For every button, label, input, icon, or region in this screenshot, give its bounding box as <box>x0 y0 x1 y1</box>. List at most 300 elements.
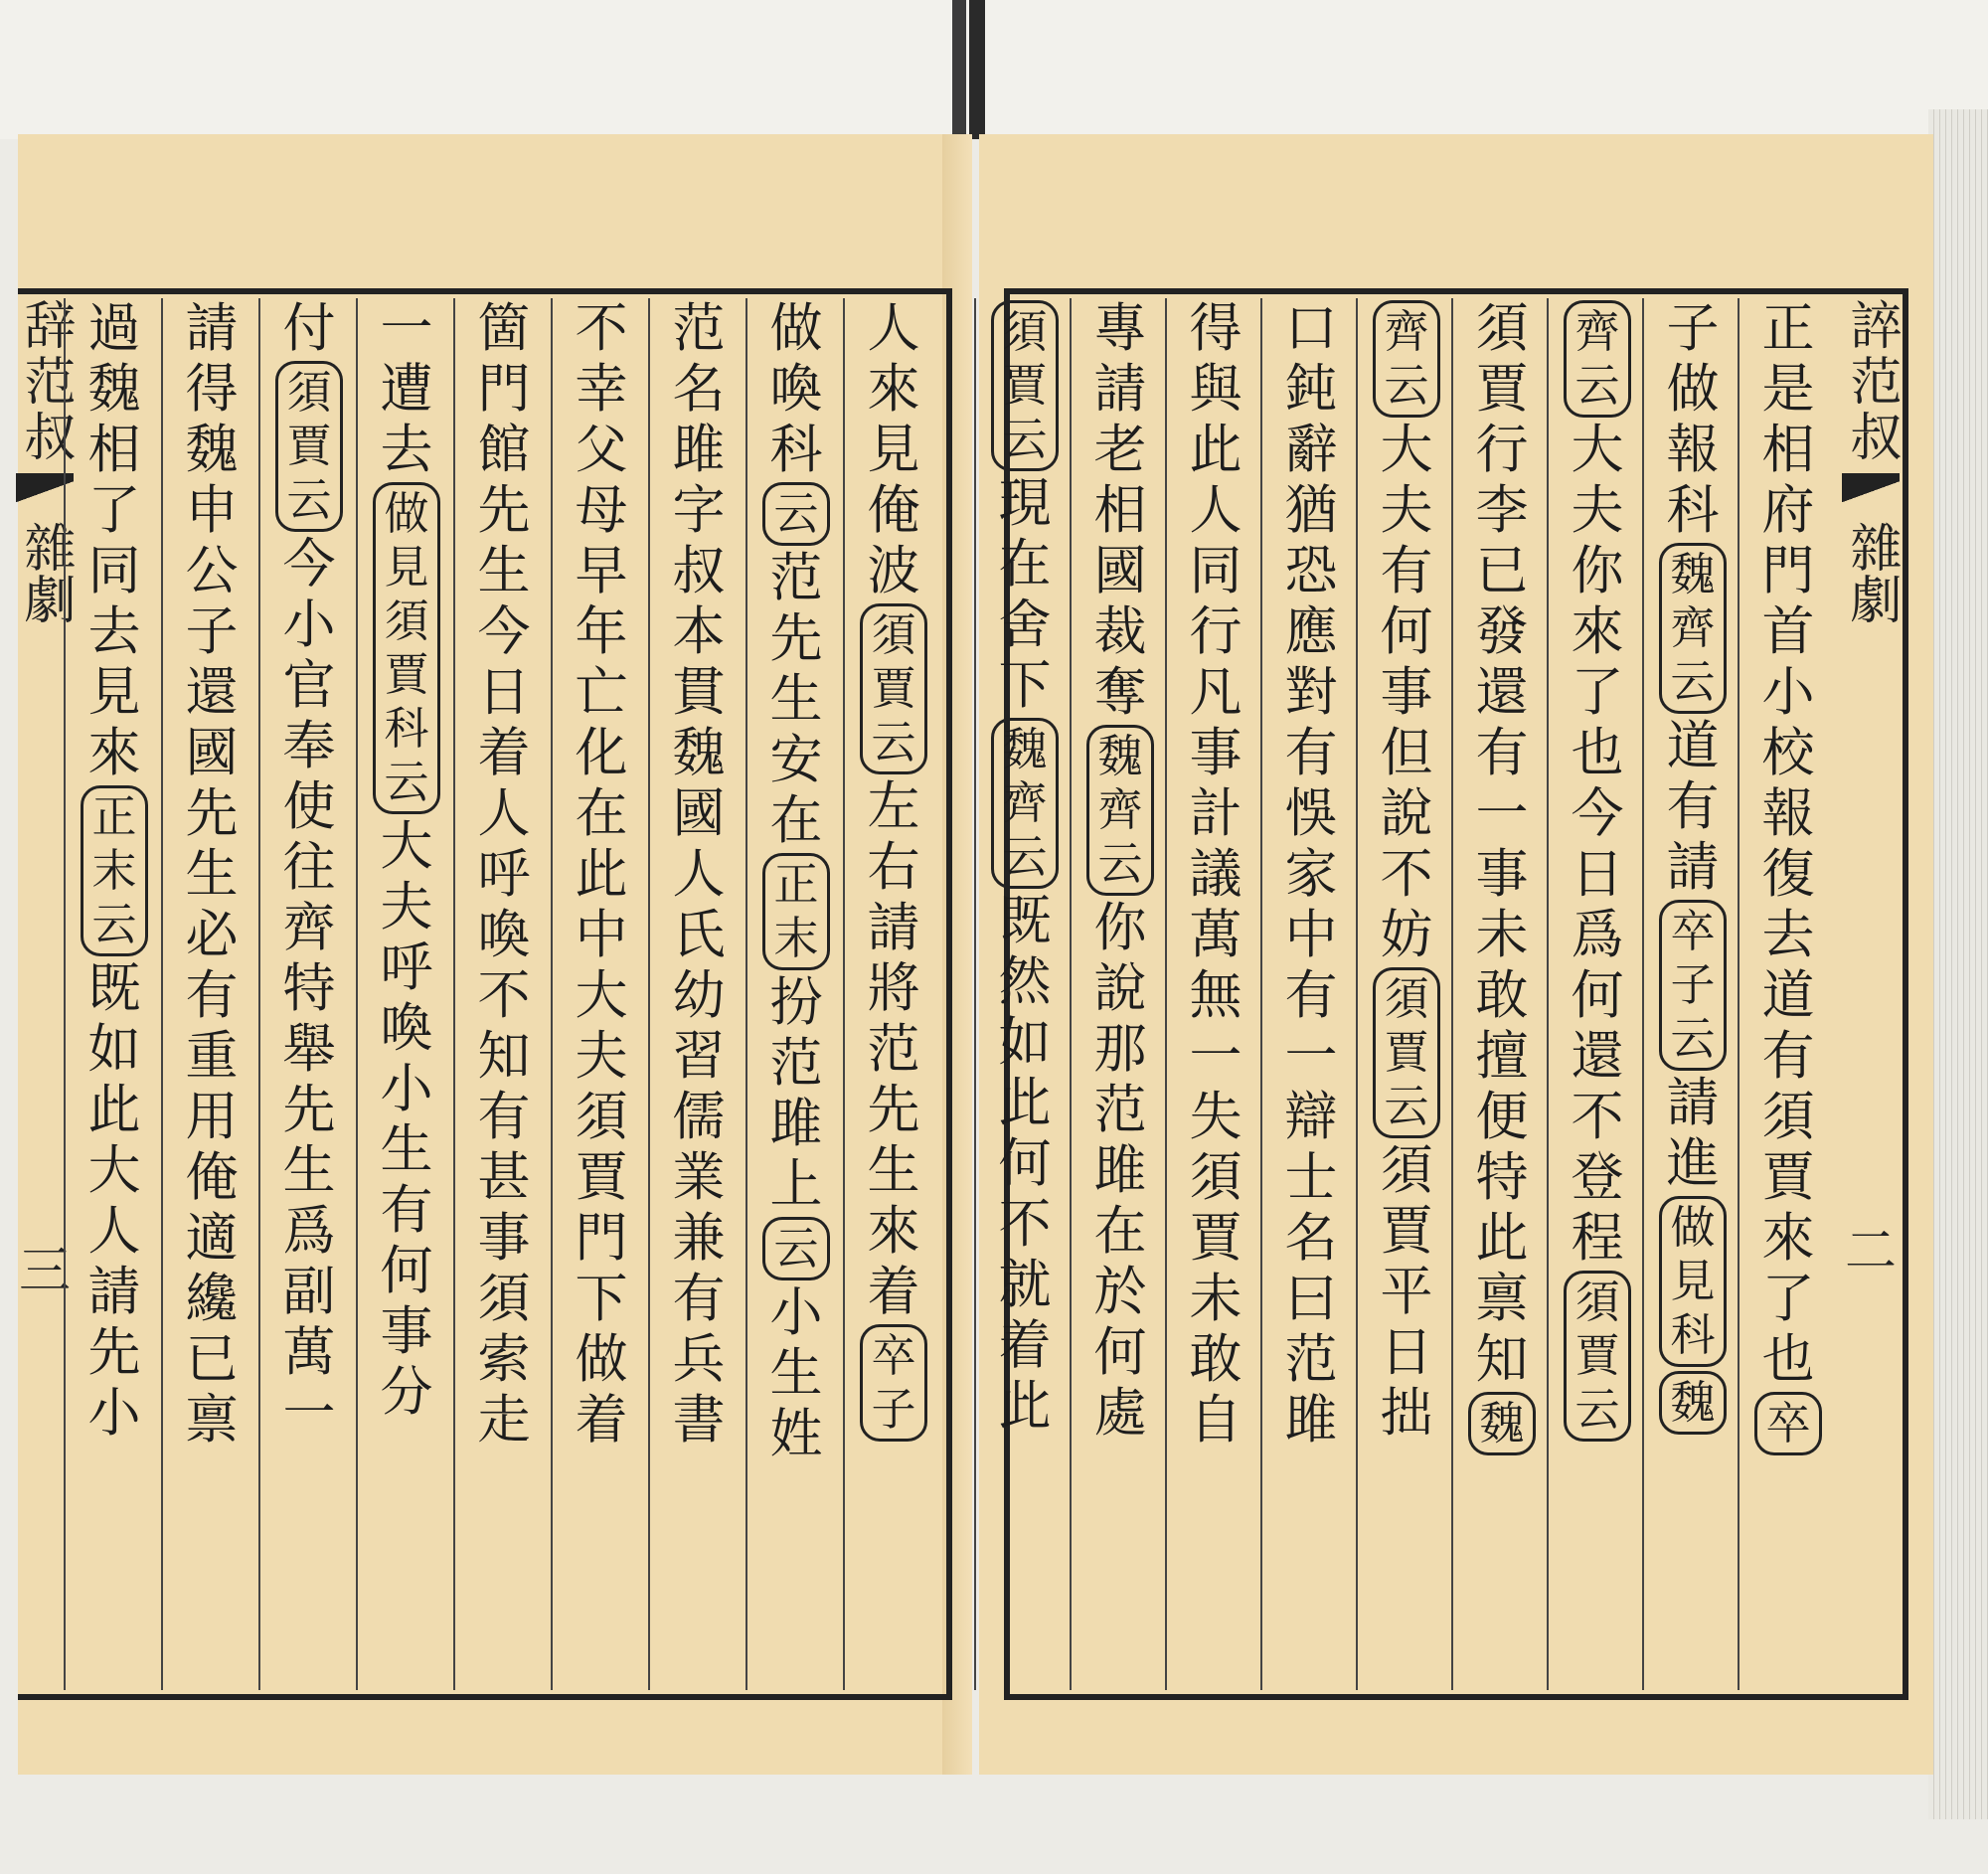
character: 早 <box>575 541 628 601</box>
character: 相 <box>1761 420 1815 480</box>
stage-direction-character: 末 <box>773 912 819 964</box>
character: 叔 <box>672 541 726 601</box>
text-column <box>1740 298 1837 1690</box>
character: 中 <box>575 905 628 965</box>
character: 着 <box>575 1390 628 1450</box>
character: 使 <box>282 776 336 837</box>
character: 先 <box>185 783 239 844</box>
character: 何 <box>1093 1322 1147 1383</box>
stage-direction-character: 云 <box>1670 655 1716 708</box>
stage-direction-character: 科 <box>384 702 429 755</box>
character: 大 <box>1380 420 1433 480</box>
character: 辯 <box>1284 1087 1338 1147</box>
character: 幸 <box>575 359 628 420</box>
character: 夫 <box>575 1026 628 1087</box>
stage-direction <box>1373 300 1440 418</box>
text-column <box>976 298 1074 1690</box>
character: 俺 <box>867 480 920 541</box>
character: 先 <box>769 608 823 669</box>
character: 須 <box>1380 1140 1433 1201</box>
character: 還 <box>1571 1026 1624 1087</box>
margin-title: 辞范叔 <box>15 298 75 465</box>
character: 還 <box>1475 662 1529 723</box>
stage-direction-character: 齊 <box>1574 305 1620 358</box>
character: 范 <box>769 1033 823 1094</box>
stage-direction <box>275 361 343 532</box>
character: 纔 <box>185 1269 239 1329</box>
character: 夫 <box>1571 480 1624 541</box>
character: 未 <box>1475 905 1529 965</box>
character: 齊 <box>282 898 336 958</box>
character: 禀 <box>1475 1269 1529 1329</box>
character: 也 <box>1571 723 1624 783</box>
character: 日 <box>1571 844 1624 905</box>
character: 了 <box>87 480 141 541</box>
left-margin-column <box>15 298 75 1302</box>
character: 去 <box>87 601 141 662</box>
character: 喚 <box>477 905 531 965</box>
character: 名 <box>1284 1208 1338 1269</box>
character: 分 <box>380 1362 433 1423</box>
character: 子 <box>1666 298 1720 359</box>
character: 行 <box>1475 420 1529 480</box>
character: 生 <box>769 669 823 730</box>
stage-direction-character: 做 <box>1670 1201 1716 1254</box>
character: 字 <box>672 480 726 541</box>
character: 名 <box>672 359 726 420</box>
character: 小 <box>87 1383 141 1444</box>
character: 今 <box>477 601 531 662</box>
character: 一 <box>282 1383 336 1444</box>
character: 舍 <box>998 595 1052 655</box>
character: 復 <box>1761 844 1815 905</box>
character: 得 <box>1189 298 1242 359</box>
character: 老 <box>1093 420 1147 480</box>
character: 習 <box>672 1026 726 1087</box>
character: 事 <box>1380 662 1433 723</box>
character: 處 <box>1093 1383 1147 1444</box>
character: 不 <box>1380 844 1433 905</box>
character: 人 <box>867 298 920 359</box>
text-column <box>1549 298 1646 1690</box>
character: 道 <box>1761 965 1815 1026</box>
stage-direction-character: 齊 <box>1002 776 1048 829</box>
character: 萬 <box>282 1322 336 1383</box>
character: 范 <box>1284 1329 1338 1390</box>
character: 科 <box>1666 480 1720 541</box>
character: 事 <box>380 1301 433 1362</box>
character: 雎 <box>672 420 726 480</box>
character: 小 <box>380 1059 433 1119</box>
character: 來 <box>1571 601 1624 662</box>
stage-direction-character: 賈 <box>1574 1329 1620 1382</box>
character: 須 <box>1761 1087 1815 1147</box>
character: 人 <box>477 783 531 844</box>
character: 專 <box>1093 298 1147 359</box>
character: 就 <box>998 1255 1052 1315</box>
character: 爲 <box>1571 905 1624 965</box>
character: 你 <box>1571 541 1624 601</box>
character: 未 <box>1189 1269 1242 1329</box>
character: 有 <box>1380 541 1433 601</box>
character: 官 <box>282 655 336 716</box>
character: 夫 <box>380 877 433 937</box>
character: 請 <box>87 1262 141 1322</box>
stage-direction-character: 魏 <box>1002 723 1048 775</box>
character: 雎 <box>1284 1390 1338 1450</box>
character: 下 <box>575 1269 628 1329</box>
stage-direction-character: 子 <box>1670 958 1716 1011</box>
character: 書 <box>672 1390 726 1450</box>
character: 在 <box>769 790 823 851</box>
character: 於 <box>1093 1262 1147 1322</box>
text-column <box>358 298 455 1690</box>
character: 做 <box>1666 359 1720 420</box>
character: 須 <box>1475 298 1529 359</box>
character: 須 <box>1189 1147 1242 1208</box>
character: 幼 <box>672 965 726 1026</box>
character: 鈍 <box>1284 359 1338 420</box>
character: 左 <box>867 776 920 837</box>
character: 門 <box>575 1208 628 1269</box>
stage-direction <box>81 785 148 956</box>
stage-direction-character: 齊 <box>1670 601 1716 654</box>
character: 進 <box>1666 1133 1720 1194</box>
character: 遭 <box>380 359 433 420</box>
character: 生 <box>282 1140 336 1201</box>
character: 人 <box>672 844 726 905</box>
character: 擅 <box>1475 1026 1529 1087</box>
character: 先 <box>87 1322 141 1383</box>
text-column <box>747 298 845 1690</box>
stage-direction <box>1373 967 1440 1138</box>
margin-title: 誶范叔 <box>1841 298 1901 465</box>
character: 須 <box>575 1087 628 1147</box>
character: 喚 <box>769 359 823 420</box>
character: 特 <box>282 958 336 1019</box>
character: 日 <box>1380 1322 1433 1383</box>
character: 箇 <box>477 298 531 359</box>
character: 氏 <box>672 905 726 965</box>
character: 大 <box>575 965 628 1026</box>
character: 有 <box>477 1087 531 1147</box>
character: 還 <box>185 662 239 723</box>
stage-direction <box>762 853 830 970</box>
character: 必 <box>185 905 239 965</box>
character: 賈 <box>1475 359 1529 420</box>
character: 國 <box>1093 541 1147 601</box>
stage-direction <box>1659 900 1727 1071</box>
character: 着 <box>867 1262 920 1322</box>
character: 扮 <box>769 972 823 1033</box>
stage-direction-character: 齊 <box>1384 305 1429 358</box>
stage-direction <box>762 1217 830 1280</box>
character: 既 <box>998 891 1052 951</box>
text-column <box>163 298 260 1690</box>
character: 有 <box>1761 1026 1815 1087</box>
stage-direction <box>860 603 927 774</box>
character: 凡 <box>1189 662 1242 723</box>
margin-section: 雜劇 <box>1841 521 1901 624</box>
character: 雎 <box>769 1094 823 1154</box>
character: 見 <box>867 420 920 480</box>
character: 在 <box>1093 1201 1147 1262</box>
character: 士 <box>1284 1147 1338 1208</box>
character: 但 <box>1380 723 1433 783</box>
stage-direction-character: 正 <box>91 790 137 843</box>
stage-direction-character: 魏 <box>1479 1397 1525 1449</box>
character: 校 <box>1761 723 1815 783</box>
text-column <box>650 298 747 1690</box>
character: 本 <box>672 601 726 662</box>
character: 去 <box>380 420 433 480</box>
character: 得 <box>185 359 239 420</box>
character: 此 <box>1475 1208 1529 1269</box>
margin-folio: 三 <box>19 1242 72 1301</box>
character: 有 <box>185 965 239 1026</box>
character: 拙 <box>1380 1383 1433 1444</box>
character: 過 <box>87 298 141 359</box>
character: 適 <box>185 1208 239 1269</box>
character: 貫 <box>672 662 726 723</box>
stage-direction <box>991 718 1059 889</box>
character: 小 <box>769 1282 823 1343</box>
character: 波 <box>867 541 920 601</box>
stage-direction <box>860 1324 927 1442</box>
character: 此 <box>1189 420 1242 480</box>
character: 魏 <box>87 359 141 420</box>
character: 是 <box>1761 359 1815 420</box>
character: 大 <box>87 1140 141 1201</box>
character: 中 <box>1284 905 1338 965</box>
character: 萬 <box>1189 905 1242 965</box>
stage-direction-character: 云 <box>1574 1383 1620 1436</box>
character: 裁 <box>1093 601 1147 662</box>
character: 雎 <box>1093 1140 1147 1201</box>
character: 呼 <box>380 937 433 998</box>
character: 請 <box>1666 837 1720 898</box>
stage-direction <box>1754 1392 1822 1455</box>
character: 行 <box>1189 601 1242 662</box>
character: 做 <box>769 298 823 359</box>
margin-section: 雜劇 <box>15 521 75 624</box>
character: 走 <box>477 1390 531 1450</box>
right-margin-column <box>1841 298 1901 1282</box>
text-column <box>1262 298 1360 1690</box>
text-column <box>553 298 650 1690</box>
character: 魏 <box>185 420 239 480</box>
stage-direction <box>1659 543 1727 714</box>
stage-direction <box>1564 300 1631 418</box>
stage-direction <box>1659 1196 1727 1367</box>
character: 下 <box>998 655 1052 716</box>
character: 何 <box>998 1133 1052 1194</box>
stage-direction-character: 子 <box>871 1383 916 1436</box>
stage-direction-character: 云 <box>773 1222 819 1275</box>
character: 來 <box>87 723 141 783</box>
character: 悞 <box>1284 783 1338 844</box>
character: 首 <box>1761 601 1815 662</box>
character: 發 <box>1475 601 1529 662</box>
character: 敢 <box>1189 1329 1242 1390</box>
character: 何 <box>380 1241 433 1301</box>
character: 平 <box>1380 1262 1433 1322</box>
character: 生 <box>380 1119 433 1180</box>
character: 右 <box>867 837 920 898</box>
character: 來 <box>1761 1208 1815 1269</box>
stage-direction-character: 須 <box>1384 972 1429 1025</box>
character: 化 <box>575 723 628 783</box>
stage-direction-character: 云 <box>1574 359 1620 412</box>
character: 不 <box>1571 1087 1624 1147</box>
character: 館 <box>477 420 531 480</box>
character: 不 <box>998 1194 1052 1255</box>
character: 去 <box>1761 905 1815 965</box>
character: 用 <box>185 1087 239 1147</box>
text-column <box>66 298 163 1690</box>
character: 也 <box>1761 1329 1815 1390</box>
character: 口 <box>1284 298 1338 359</box>
character: 敢 <box>1475 965 1529 1026</box>
character: 科 <box>769 420 823 480</box>
character: 公 <box>185 541 239 601</box>
stage-direction <box>1564 1271 1631 1442</box>
character: 范 <box>672 298 726 359</box>
character: 無 <box>1189 965 1242 1026</box>
stage-direction-character: 卒 <box>1670 905 1716 957</box>
character: 恐 <box>1284 541 1338 601</box>
character: 應 <box>1284 601 1338 662</box>
character: 兵 <box>672 1329 726 1390</box>
character: 報 <box>1666 420 1720 480</box>
character: 小 <box>1761 662 1815 723</box>
stage-direction-character: 做 <box>384 487 429 540</box>
character: 妨 <box>1380 905 1433 965</box>
character: 已 <box>1475 541 1529 601</box>
character: 事 <box>477 1208 531 1269</box>
character: 大 <box>380 816 433 877</box>
text-column <box>1644 298 1741 1690</box>
character: 副 <box>282 1262 336 1322</box>
character: 有 <box>1284 965 1338 1026</box>
character: 國 <box>185 723 239 783</box>
character: 辭 <box>1284 420 1338 480</box>
character: 夫 <box>1380 480 1433 541</box>
character: 着 <box>477 723 531 783</box>
character: 不 <box>477 965 531 1026</box>
character: 與 <box>1189 359 1242 420</box>
character: 議 <box>1189 844 1242 905</box>
page-edges <box>1928 109 1988 1819</box>
character: 請 <box>185 298 239 359</box>
character: 賈 <box>1761 1147 1815 1208</box>
stage-direction-character: 賈 <box>286 420 332 472</box>
character: 國 <box>672 783 726 844</box>
stage-direction-character: 賈 <box>1002 359 1048 412</box>
character: 年 <box>575 601 628 662</box>
character: 然 <box>998 951 1052 1012</box>
character: 奪 <box>1093 662 1147 723</box>
character: 有 <box>380 1180 433 1241</box>
character: 日 <box>477 662 531 723</box>
text-column <box>1167 298 1264 1690</box>
character: 往 <box>282 837 336 898</box>
character: 范 <box>769 548 823 608</box>
character: 對 <box>1284 662 1338 723</box>
fish-tail-mark <box>1842 473 1900 513</box>
character: 在 <box>998 534 1052 595</box>
text-column <box>1072 298 1169 1690</box>
stage-direction-character: 魏 <box>1670 548 1716 600</box>
character: 同 <box>1189 541 1242 601</box>
character: 來 <box>867 359 920 420</box>
character: 亡 <box>575 662 628 723</box>
character: 此 <box>87 1080 141 1140</box>
stage-direction-character: 云 <box>1384 1080 1429 1132</box>
character: 了 <box>1571 662 1624 723</box>
character: 已 <box>185 1329 239 1390</box>
character: 相 <box>87 420 141 480</box>
character: 曰 <box>1284 1269 1338 1329</box>
character: 生 <box>867 1140 920 1201</box>
character: 了 <box>1761 1269 1815 1329</box>
character: 呼 <box>477 844 531 905</box>
character: 何 <box>1571 965 1624 1026</box>
character: 先 <box>867 1080 920 1140</box>
character: 一 <box>380 298 433 359</box>
character: 一 <box>1189 1026 1242 1087</box>
stage-direction-character: 魏 <box>1097 730 1143 782</box>
character: 生 <box>185 844 239 905</box>
stage-direction-character: 賈 <box>384 648 429 701</box>
stage-direction-character: 須 <box>286 366 332 419</box>
character: 索 <box>477 1329 531 1390</box>
character: 一 <box>1284 1026 1338 1087</box>
character: 猶 <box>1284 480 1338 541</box>
character: 家 <box>1284 844 1338 905</box>
stage-direction-character: 云 <box>1670 1012 1716 1065</box>
character: 見 <box>87 662 141 723</box>
character: 一 <box>1475 783 1529 844</box>
character: 請 <box>867 898 920 958</box>
text-column <box>260 298 358 1690</box>
character: 生 <box>477 541 531 601</box>
text-column <box>455 298 553 1690</box>
character: 大 <box>1571 420 1624 480</box>
character: 付 <box>282 298 336 359</box>
character: 舉 <box>282 1019 336 1080</box>
character: 自 <box>1189 1390 1242 1450</box>
stage-direction <box>1468 1392 1536 1455</box>
character: 此 <box>998 1376 1052 1437</box>
stage-direction-character: 科 <box>1670 1308 1716 1361</box>
book-spine-shadow <box>952 0 966 139</box>
character: 何 <box>1380 601 1433 662</box>
stage-direction-character: 云 <box>773 487 819 540</box>
character: 俺 <box>185 1147 239 1208</box>
character: 禀 <box>185 1390 239 1450</box>
character: 人 <box>87 1201 141 1262</box>
character: 有 <box>1284 723 1338 783</box>
stage-direction-character: 云 <box>1384 359 1429 412</box>
character: 計 <box>1189 783 1242 844</box>
character: 程 <box>1571 1208 1624 1269</box>
stage-direction-character: 須 <box>384 595 429 647</box>
character: 事 <box>1189 723 1242 783</box>
stage-direction <box>1659 1371 1727 1435</box>
character: 府 <box>1761 480 1815 541</box>
character: 請 <box>1666 1073 1720 1133</box>
